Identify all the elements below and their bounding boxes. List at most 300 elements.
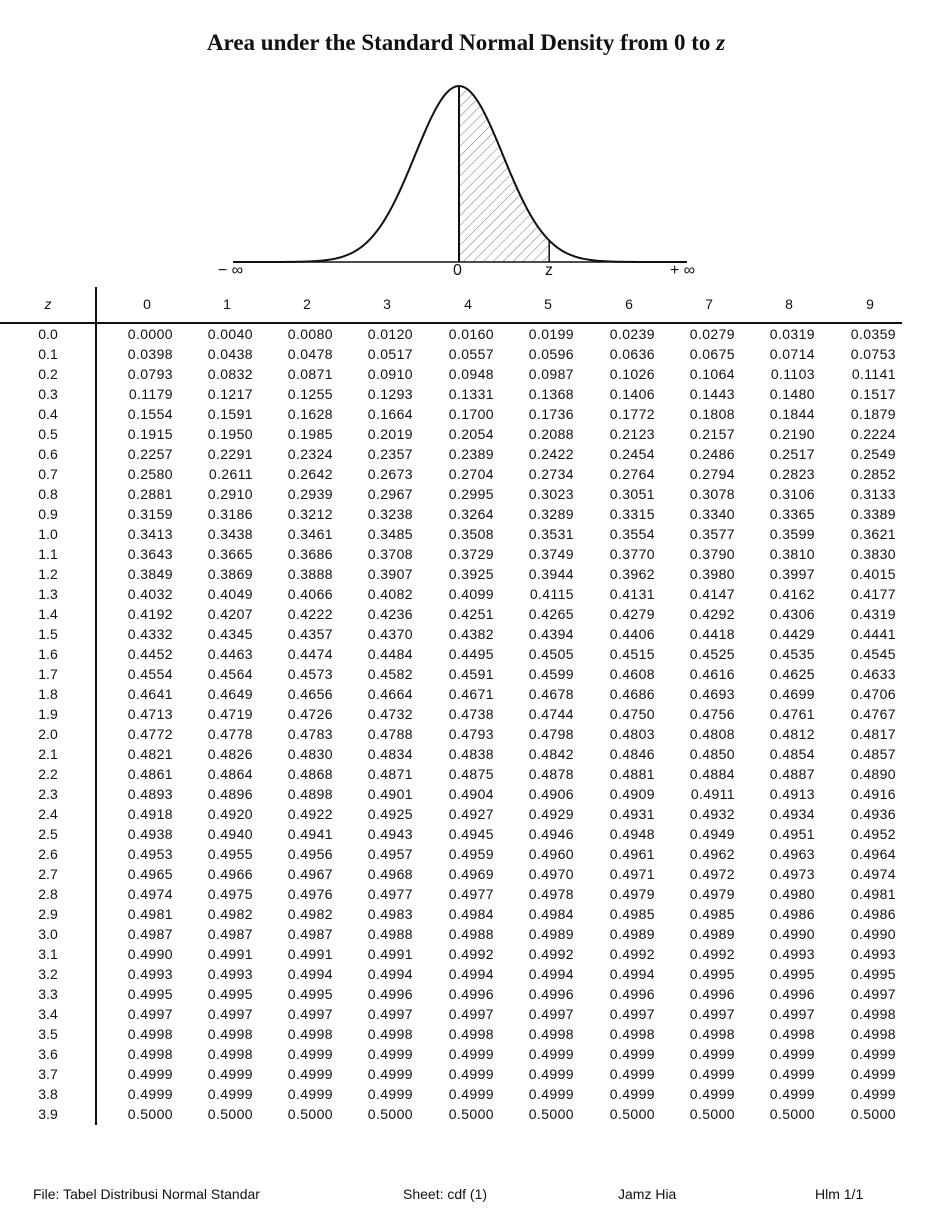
table-cell: 0.1480	[769, 386, 815, 402]
row-z-value: 1.9	[38, 706, 58, 722]
table-cell: 0.2611	[208, 466, 253, 482]
row-z-value: 1.0	[38, 526, 58, 542]
table-cell: 0.3665	[207, 546, 253, 562]
row-z-value: 2.1	[38, 746, 58, 762]
table-cell: 0.4909	[609, 786, 655, 802]
table-cell: 0.0478	[287, 346, 333, 362]
table-cell: 0.4535	[769, 646, 815, 662]
table-cell: 0.4998	[367, 1026, 413, 1042]
column-header: 8	[785, 296, 793, 312]
table-cell: 0.3389	[850, 506, 896, 522]
table-cell: 0.0319	[769, 326, 815, 342]
z-label: z	[545, 262, 553, 279]
table-cell: 0.2852	[850, 466, 896, 482]
table-cell: 0.4997	[850, 986, 896, 1002]
table-cell: 0.4997	[689, 1006, 735, 1022]
table-cell: 0.4989	[689, 926, 735, 942]
column-header: 3	[383, 296, 391, 312]
table-cell: 0.4957	[367, 846, 413, 862]
table-cell: 0.0359	[850, 326, 896, 342]
table-cell: 0.4943	[367, 826, 413, 842]
zero-label: 0	[453, 262, 462, 279]
table-cell: 0.4826	[207, 746, 253, 762]
table-cell: 0.1026	[609, 366, 655, 382]
table-cell: 0.4982	[207, 906, 253, 922]
table-cell: 0.2019	[367, 426, 413, 442]
table-cell: 0.4997	[367, 1006, 413, 1022]
table-cell: 0.4931	[609, 806, 655, 822]
table-cell: 0.4991	[287, 946, 333, 962]
table-cell: 0.3238	[367, 506, 413, 522]
table-cell: 0.4999	[127, 1086, 173, 1102]
table-cell: 0.4803	[609, 726, 655, 742]
table-cell: 0.4963	[769, 846, 815, 862]
table-cell: 0.5000	[127, 1106, 173, 1122]
table-cell: 0.2088	[528, 426, 574, 442]
row-z-value: 3.8	[38, 1086, 58, 1102]
row-z-value: 2.6	[38, 846, 58, 862]
table-cell: 0.4429	[769, 626, 815, 642]
table-cell: 0.0675	[689, 346, 735, 362]
table-cell: 0.3186	[207, 506, 253, 522]
table-cell: 0.4898	[287, 786, 333, 802]
table-cell: 0.4582	[367, 666, 413, 682]
table-cell: 0.4999	[850, 1086, 896, 1102]
column-header: 7	[705, 296, 713, 312]
table-cell: 0.4962	[689, 846, 735, 862]
row-z-value: 1.7	[38, 666, 58, 682]
table-cell: 0.4515	[609, 646, 655, 662]
table-cell: 0.4997	[609, 1006, 655, 1022]
table-cell: 0.3907	[367, 566, 413, 582]
table-cell: 0.4147	[689, 586, 735, 602]
table-cell: 0.4821	[127, 746, 173, 762]
table-cell: 0.3599	[769, 526, 815, 542]
table-cell: 0.4991	[367, 946, 413, 962]
title-variable: z	[716, 30, 726, 55]
table-cell: 0.4484	[367, 646, 413, 662]
row-z-value: 0.5	[38, 426, 58, 442]
table-cell: 0.4997	[528, 1006, 574, 1022]
table-cell: 0.4162	[769, 586, 815, 602]
table-cell: 0.4738	[448, 706, 494, 722]
table-cell: 0.4945	[448, 826, 494, 842]
table-cell: 0.3133	[850, 486, 896, 502]
row-z-value: 0.0	[38, 326, 58, 342]
footer-file: File: Tabel Distribusi Normal Standar	[33, 1186, 260, 1202]
table-cell: 0.4999	[367, 1046, 413, 1062]
table-cell: 0.4998	[850, 1006, 896, 1022]
table-cell: 0.3508	[448, 526, 494, 542]
row-z-value: 2.5	[38, 826, 58, 842]
column-header: 0	[143, 296, 151, 312]
column-header: 5	[544, 296, 552, 312]
table-cell: 0.4999	[367, 1086, 413, 1102]
table-cell: 0.4564	[207, 666, 253, 682]
table-cell: 0.1808	[689, 406, 735, 422]
table-cell: 0.3212	[287, 506, 333, 522]
table-cell: 0.4979	[689, 886, 735, 902]
table-cell: 0.2734	[528, 466, 574, 482]
table-cell: 0.2823	[769, 466, 815, 482]
table-cell: 0.4830	[287, 746, 333, 762]
table-cell: 0.2995	[448, 486, 494, 502]
row-z-value: 2.0	[38, 726, 58, 742]
table-cell: 0.5000	[850, 1106, 896, 1122]
table-cell: 0.4999	[207, 1066, 253, 1082]
table-cell: 0.4955	[207, 846, 253, 862]
table-cell: 0.4995	[769, 966, 815, 982]
table-cell: 0.4838	[448, 746, 494, 762]
table-cell: 0.4998	[448, 1026, 494, 1042]
table-cell: 0.4554	[127, 666, 173, 682]
table-cell: 0.4998	[127, 1046, 173, 1062]
column-header: 1	[223, 296, 231, 312]
row-z-value: 2.9	[38, 906, 58, 922]
table-cell: 0.4982	[287, 906, 333, 922]
table-cell: 0.5000	[287, 1106, 333, 1122]
table-cell: 0.4994	[287, 966, 333, 982]
table-cell: 0.0557	[448, 346, 494, 362]
table-cell: 0.4997	[448, 1006, 494, 1022]
table-cell: 0.4999	[609, 1086, 655, 1102]
table-cell: 0.1103	[770, 366, 815, 382]
table-cell: 0.4744	[528, 706, 574, 722]
table-cell: 0.4981	[127, 906, 173, 922]
table-cell: 0.4966	[207, 866, 253, 882]
row-z-value: 2.3	[38, 786, 58, 802]
table-cell: 0.2123	[609, 426, 655, 442]
table-cell: 0.4972	[689, 866, 735, 882]
table-cell: 0.3944	[528, 566, 574, 582]
table-cell: 0.4345	[207, 626, 253, 642]
table-cell: 0.4998	[287, 1026, 333, 1042]
table-cell: 0.4993	[127, 966, 173, 982]
table-cell: 0.0636	[609, 346, 655, 362]
table-cell: 0.4988	[367, 926, 413, 942]
table-cell: 0.4986	[850, 906, 896, 922]
table-cell: 0.3365	[769, 506, 815, 522]
table-cell: 0.0753	[850, 346, 896, 362]
table-cell: 0.4999	[850, 1046, 896, 1062]
table-cell: 0.4997	[769, 1006, 815, 1022]
table-cell: 0.4975	[207, 886, 253, 902]
column-header: 6	[625, 296, 633, 312]
table-cell: 0.3749	[528, 546, 574, 562]
table-cell: 0.4934	[769, 806, 815, 822]
table-cell: 0.4976	[287, 886, 333, 902]
table-cell: 0.4913	[769, 786, 815, 802]
table-cell: 0.2673	[367, 466, 413, 482]
table-cell: 0.1293	[367, 386, 413, 402]
table-cell: 0.4793	[448, 726, 494, 742]
table-cell: 0.4441	[850, 626, 896, 642]
row-z-value: 1.8	[38, 686, 58, 702]
row-z-value: 0.2	[38, 366, 58, 382]
table-cell: 0.2549	[850, 446, 896, 462]
table-cell: 0.4984	[448, 906, 494, 922]
table-cell: 0.4999	[609, 1046, 655, 1062]
table-cell: 0.4959	[448, 846, 494, 862]
table-cell: 0.2704	[448, 466, 494, 482]
table-cell: 0.4998	[609, 1026, 655, 1042]
table-cell: 0.4608	[609, 666, 655, 682]
table-cell: 0.4994	[528, 966, 574, 982]
table-cell: 0.4616	[689, 666, 735, 682]
table-cell: 0.4994	[609, 966, 655, 982]
table-cell: 0.4999	[850, 1066, 896, 1082]
table-cell: 0.3413	[127, 526, 173, 542]
table-cell: 0.0793	[127, 366, 173, 382]
table-cell: 0.3159	[127, 506, 173, 522]
table-cell: 0.2910	[207, 486, 253, 502]
row-z-value: 1.2	[38, 566, 58, 582]
table-cell: 0.1700	[448, 406, 494, 422]
table-cell: 0.3849	[127, 566, 173, 582]
table-cell: 0.4901	[367, 786, 413, 802]
table-cell: 0.4633	[850, 666, 896, 682]
table-cell: 0.4979	[609, 886, 655, 902]
row-z-value: 0.4	[38, 406, 58, 422]
row-z-value: 0.3	[38, 386, 58, 402]
table-cell: 0.2190	[769, 426, 815, 442]
row-z-value: 0.7	[38, 466, 58, 482]
table-cell: 0.4999	[207, 1086, 253, 1102]
table-cell: 0.4382	[448, 626, 494, 642]
table-cell: 0.4977	[367, 886, 413, 902]
table-cell: 0.4788	[367, 726, 413, 742]
table-cell: 0.4370	[367, 626, 413, 642]
table-cell: 0.1331	[448, 386, 494, 402]
table-cell: 0.3078	[689, 486, 735, 502]
table-cell: 0.3925	[448, 566, 494, 582]
table-cell: 0.4545	[850, 646, 896, 662]
table-cell: 0.3708	[367, 546, 413, 562]
table-cell: 0.0398	[127, 346, 173, 362]
table-cell: 0.4967	[287, 866, 333, 882]
row-z-value: 0.8	[38, 486, 58, 502]
table-cell: 0.3485	[367, 526, 413, 542]
table-cell: 0.4265	[528, 606, 574, 622]
table-cell: 0.3830	[850, 546, 896, 562]
table-cell: 0.4996	[609, 986, 655, 1002]
table-cell: 0.3264	[448, 506, 494, 522]
table-cell: 0.3621	[850, 526, 896, 542]
table-cell: 0.4099	[448, 586, 494, 602]
z-column-header: z	[44, 296, 52, 312]
table-cell: 0.4864	[207, 766, 253, 782]
table-cell: 0.4978	[528, 886, 574, 902]
table-cell: 0.4881	[609, 766, 655, 782]
table-cell: 0.4625	[769, 666, 815, 682]
table-cell: 0.4941	[287, 826, 333, 842]
table-cell: 0.4767	[850, 706, 896, 722]
table-cell: 0.2357	[367, 446, 413, 462]
footer-page: Hlm 1/1	[815, 1186, 864, 1202]
table-cell: 0.4995	[850, 966, 896, 982]
table-cell: 0.4999	[528, 1066, 574, 1082]
table-cell: 0.4706	[850, 686, 896, 702]
table-cell: 0.1443	[689, 386, 735, 402]
table-cell: 0.4192	[127, 606, 173, 622]
table-cell: 0.4222	[287, 606, 333, 622]
table-cell: 0.1591	[207, 406, 253, 422]
table-cell: 0.4904	[448, 786, 494, 802]
table-cell: 0.1255	[287, 386, 333, 402]
footer-author: Jamz Hia	[618, 1186, 677, 1202]
table-cell: 0.4678	[528, 686, 574, 702]
table-cell: 0.4997	[287, 1006, 333, 1022]
table-cell: 0.3980	[689, 566, 735, 582]
table-cell: 0.4868	[287, 766, 333, 782]
table-cell: 0.4999	[287, 1066, 333, 1082]
row-z-value: 3.5	[38, 1026, 58, 1042]
table-cell: 0.4951	[769, 826, 815, 842]
row-z-value: 2.2	[38, 766, 58, 782]
table-cell: 0.4884	[689, 766, 735, 782]
table-cell: 0.4996	[689, 986, 735, 1002]
table-cell: 0.4996	[528, 986, 574, 1002]
table-cell: 0.4999	[769, 1066, 815, 1082]
table-cell: 0.3686	[287, 546, 333, 562]
table-cell: 0.4996	[367, 986, 413, 1002]
table-cell: 0.5000	[528, 1106, 574, 1122]
table-cell: 0.4998	[207, 1026, 253, 1042]
table-cell: 0.4997	[207, 1006, 253, 1022]
table-cell: 0.3289	[528, 506, 574, 522]
table-cell: 0.4693	[689, 686, 735, 702]
table-cell: 0.4969	[448, 866, 494, 882]
table-cell: 0.0438	[207, 346, 253, 362]
row-z-value: 3.3	[38, 986, 58, 1002]
table-cell: 0.3869	[207, 566, 253, 582]
table-cell: 0.1915	[127, 426, 173, 442]
table-cell: 0.4999	[769, 1046, 815, 1062]
table-cell: 0.4961	[609, 846, 655, 862]
table-cell: 0.4998	[850, 1026, 896, 1042]
table-cell: 0.3023	[528, 486, 574, 502]
table-cell: 0.2764	[609, 466, 655, 482]
table-cell: 0.4686	[609, 686, 655, 702]
table-cell: 0.2324	[287, 446, 333, 462]
row-z-value: 2.7	[38, 866, 58, 882]
table-cell: 0.2794	[689, 466, 735, 482]
table-cell: 0.2486	[689, 446, 735, 462]
table-cell: 0.4999	[528, 1046, 574, 1062]
table-cell: 0.3770	[609, 546, 655, 562]
column-header: 2	[303, 296, 311, 312]
table-cell: 0.4968	[367, 866, 413, 882]
table-cell: 0.4973	[769, 866, 815, 882]
table-cell: 0.4988	[448, 926, 494, 942]
table-cell: 0.4783	[287, 726, 333, 742]
table-cell: 0.4986	[769, 906, 815, 922]
table-cell: 0.0832	[207, 366, 253, 382]
table-cell: 0.4896	[207, 786, 253, 802]
column-header: 9	[866, 296, 874, 312]
table-cell: 0.4357	[287, 626, 333, 642]
table-cell: 0.3997	[769, 566, 815, 582]
table-cell: 0.4999	[769, 1086, 815, 1102]
row-z-value: 3.9	[38, 1106, 58, 1122]
table-cell: 0.2580	[127, 466, 173, 482]
table-cell: 0.2389	[448, 446, 494, 462]
table-cell: 0.4887	[769, 766, 815, 782]
table-cell: 0.4834	[367, 746, 413, 762]
table-cell: 0.0987	[528, 366, 574, 382]
table-cell: 0.4279	[609, 606, 655, 622]
row-z-value: 3.4	[38, 1006, 58, 1022]
table-cell: 0.4995	[207, 986, 253, 1002]
table-cell: 0.2967	[367, 486, 413, 502]
table-cell: 0.4306	[769, 606, 815, 622]
table-cell: 0.2517	[769, 446, 815, 462]
table-cell: 0.2257	[127, 446, 173, 462]
table-cell: 0.1064	[689, 366, 735, 382]
table-cell: 0.0120	[367, 326, 413, 342]
table-cell: 0.4911	[690, 786, 735, 802]
table-cell: 0.4992	[448, 946, 494, 962]
table-cell: 0.4998	[207, 1046, 253, 1062]
table-cell: 0.0040	[207, 326, 253, 342]
table-cell: 0.4984	[528, 906, 574, 922]
table-cell: 0.2291	[207, 446, 253, 462]
table-cell: 0.0199	[528, 326, 574, 342]
table-cell: 0.4932	[689, 806, 735, 822]
table-cell: 0.4452	[127, 646, 173, 662]
table-cell: 0.4332	[127, 626, 173, 642]
table-cell: 0.4878	[528, 766, 574, 782]
table-cell: 0.4999	[528, 1086, 574, 1102]
table-cell: 0.2881	[127, 486, 173, 502]
table-cell: 0.4875	[448, 766, 494, 782]
table-cell: 0.3729	[448, 546, 494, 562]
row-z-value: 0.6	[38, 446, 58, 462]
table-cell: 0.4993	[207, 966, 253, 982]
table-cell: 0.4207	[207, 606, 253, 622]
table-cell: 0.4656	[287, 686, 333, 702]
row-z-value: 3.2	[38, 966, 58, 982]
table-cell: 0.4664	[367, 686, 413, 702]
table-cell: 0.4990	[127, 946, 173, 962]
table-cell: 0.4995	[127, 986, 173, 1002]
table-cell: 0.4999	[448, 1086, 494, 1102]
table-cell: 0.4995	[287, 986, 333, 1002]
table-cell: 0.4974	[850, 866, 896, 882]
table-cell: 0.5000	[689, 1106, 735, 1122]
table-cell: 0.3643	[127, 546, 173, 562]
row-z-value: 3.7	[38, 1066, 58, 1082]
table-cell: 0.4995	[689, 966, 735, 982]
row-z-value: 0.9	[38, 506, 58, 522]
table-cell: 0.4920	[207, 806, 253, 822]
table-cell: 0.4756	[689, 706, 735, 722]
table-cell: 0.4115	[529, 586, 574, 602]
table-cell: 0.4929	[528, 806, 574, 822]
table-cell: 0.4994	[448, 966, 494, 982]
row-z-value: 0.1	[38, 346, 58, 362]
table-cell: 0.4761	[769, 706, 815, 722]
table-cell: 0.4996	[769, 986, 815, 1002]
table-cell: 0.4495	[448, 646, 494, 662]
footer-sheet: Sheet: cdf (1)	[403, 1186, 488, 1202]
table-cell: 0.4985	[609, 906, 655, 922]
table-cell: 0.2422	[528, 446, 574, 462]
table-cell: 0.3340	[689, 506, 735, 522]
row-z-value: 1.5	[38, 626, 58, 642]
table-cell: 0.4649	[207, 686, 253, 702]
table-cell: 0.4940	[207, 826, 253, 842]
